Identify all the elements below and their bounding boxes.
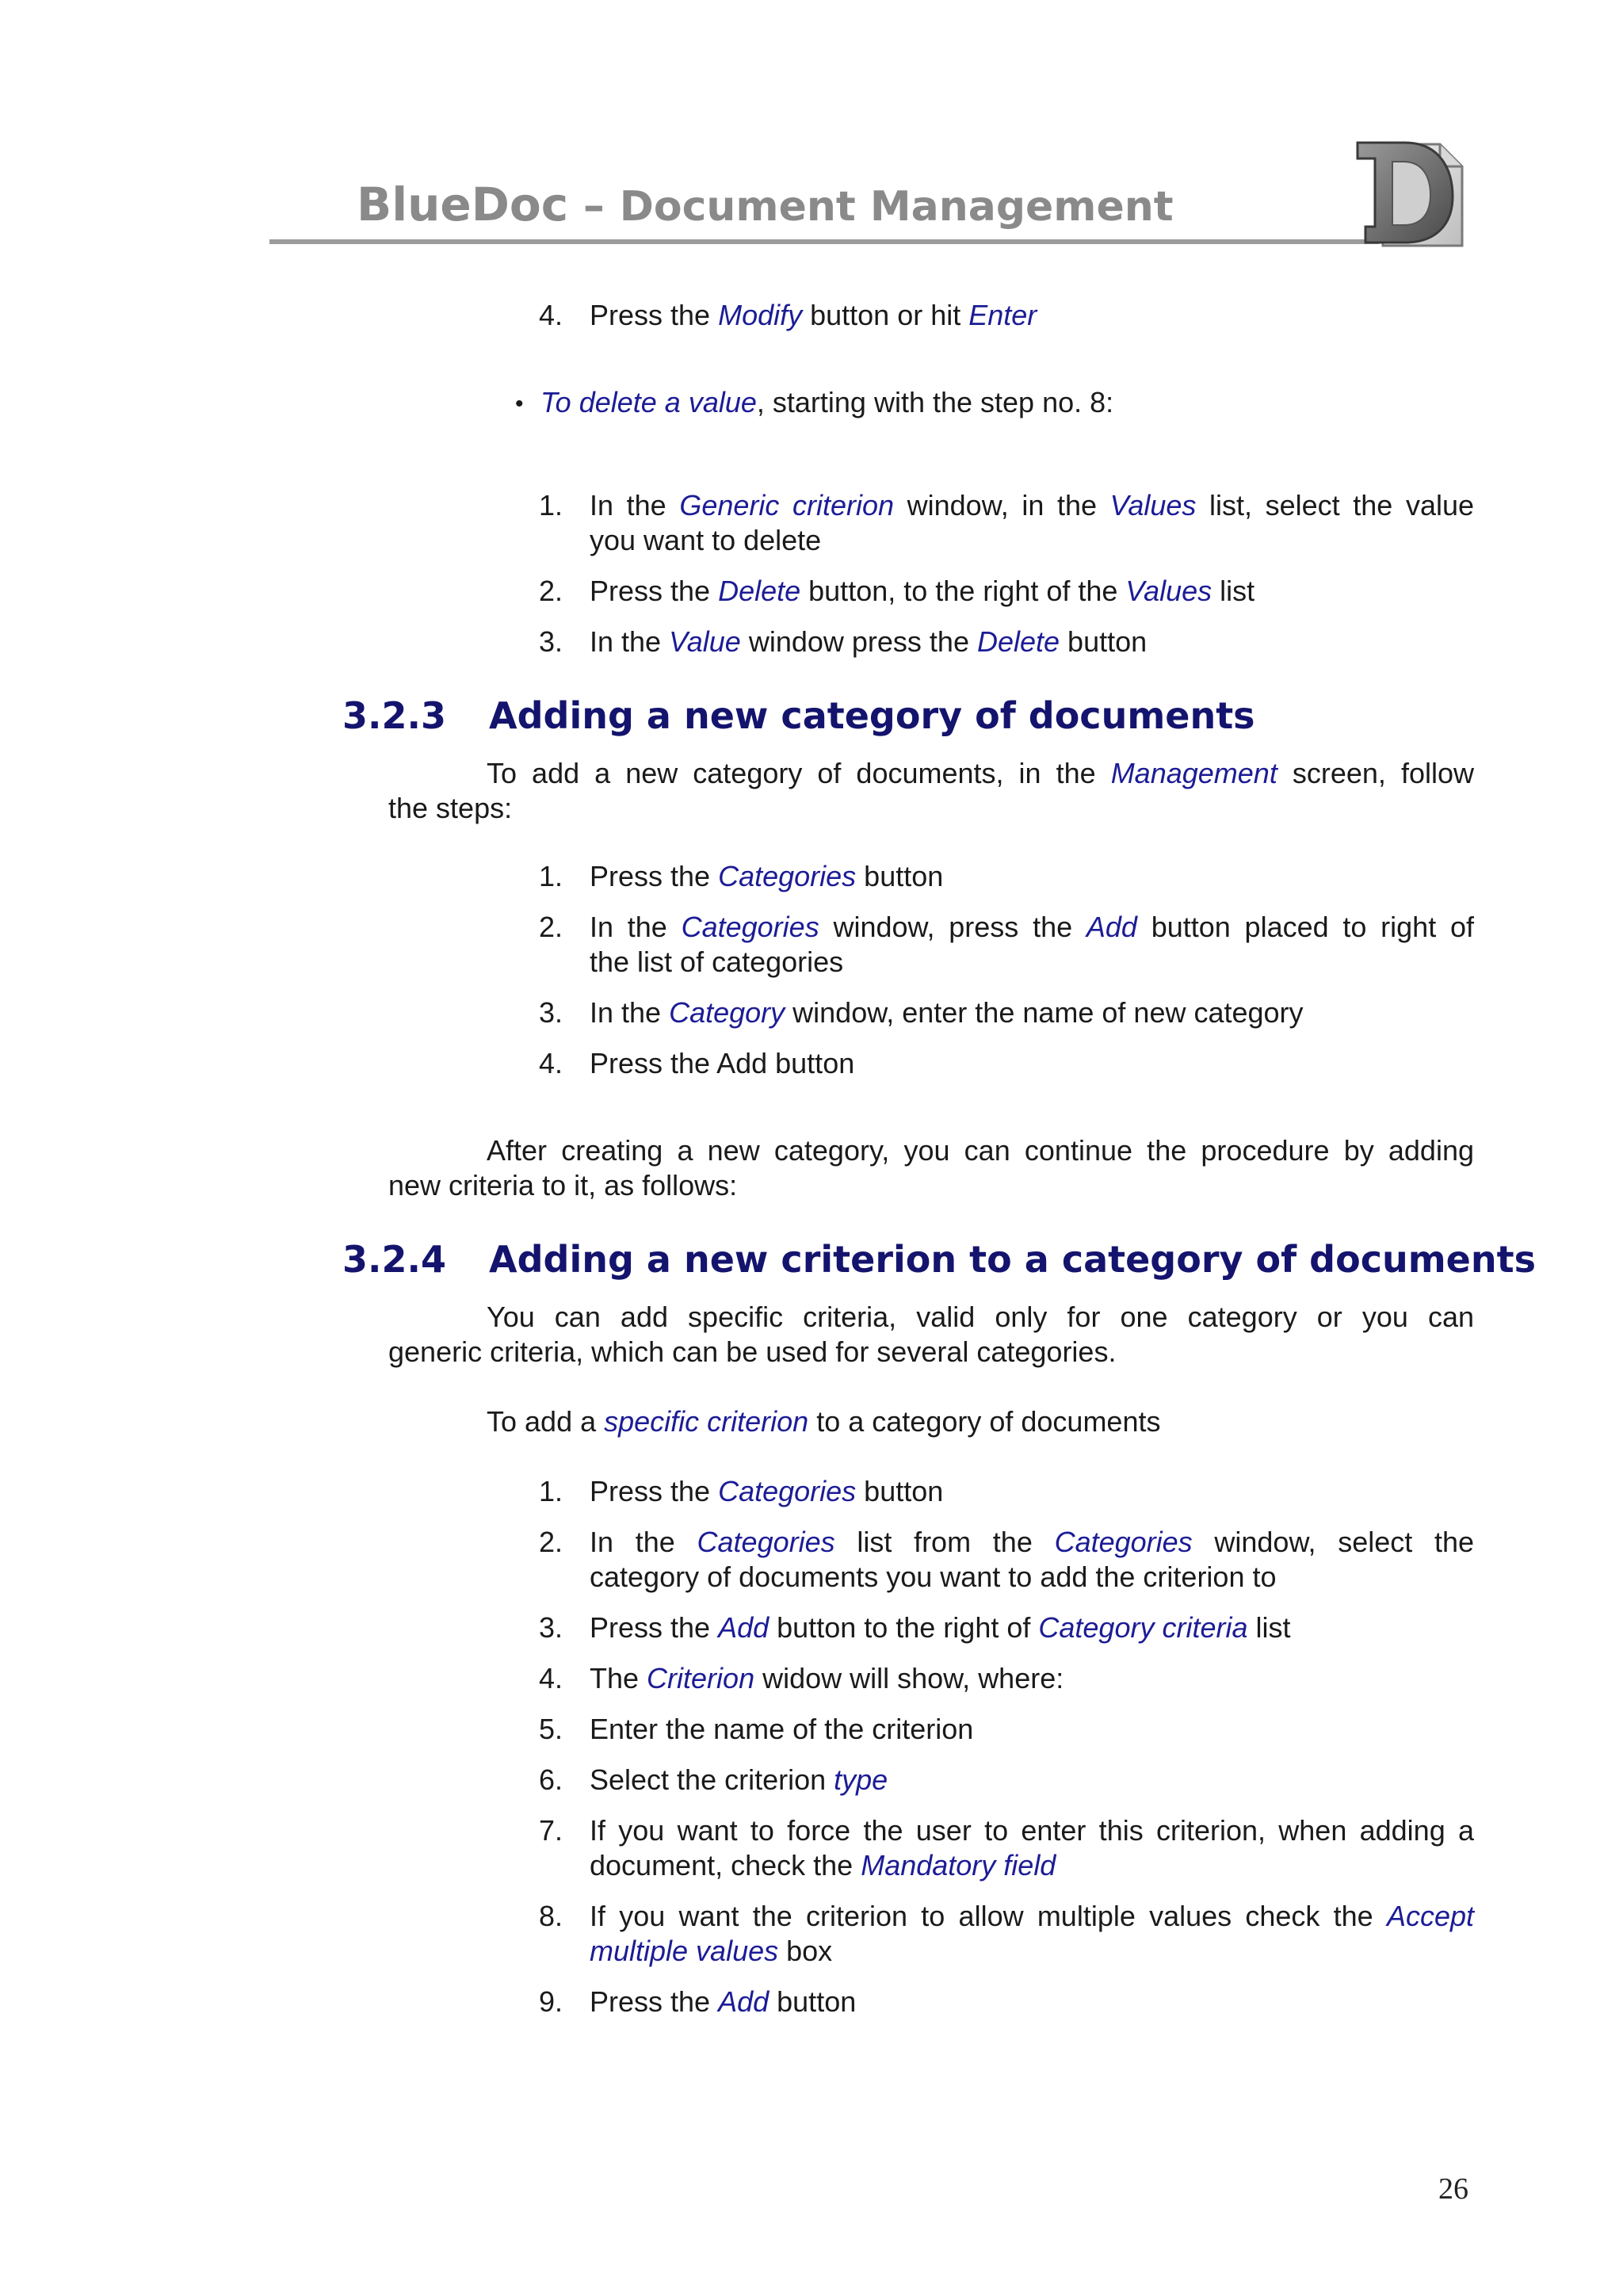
section-number: 3.2.4 [342,1238,446,1281]
paragraph [487,1300,1474,1335]
list-text [590,1525,1474,1560]
keyword: Criterion [647,1662,755,1694]
keyword: Category [669,996,785,1029]
section-heading-3-2-3 [342,694,1255,737]
list-text [590,1848,1056,1883]
text: to a category of documents [808,1405,1161,1438]
list-number: 7. [539,1814,563,1847]
text: Press the [590,1475,719,1507]
keyword: Add [718,1985,769,2018]
text: window, in the [894,489,1110,521]
keyword: multiple values [590,1935,779,1967]
keyword: Categories [718,1475,857,1507]
keyword: Value [669,625,741,658]
text: button or hit [802,299,969,331]
text: button [1060,625,1148,658]
paragraph-line: generic criteria, which can be used for several categories. [388,1335,1117,1368]
section-heading-3-2-4 [342,1238,1536,1281]
text: button placed to right of [1136,911,1474,943]
list-text [590,488,1474,523]
text: list, select the value [1196,489,1475,521]
list-number: 2. [539,575,563,607]
keyword: Accept [1386,1900,1474,1932]
list-text [590,1985,856,2019]
text: window, select the [1192,1526,1475,1558]
text: button [856,860,944,892]
keyword: Add [718,1611,769,1644]
paragraph [487,756,1474,791]
list-number: 3. [539,996,563,1029]
section-number: 3.2.3 [342,694,446,737]
list-text [590,574,1254,609]
list-text [590,859,943,894]
text: button [769,1985,857,2018]
text: To add a new category of documents, in the [487,757,1111,789]
keyword: Mandatory field [861,1849,1056,1881]
header-dash: – [568,181,620,231]
list-text: you want to delete [590,524,822,556]
list-text [590,625,1147,659]
list-number: 8. [539,1900,563,1932]
header-subtitle: Document Management [619,183,1174,231]
list-text [590,1661,1064,1696]
list-number: 4. [539,1662,563,1694]
keyword: To delete a value [540,386,757,418]
text: , starting with the step no. 8: [756,386,1114,418]
list-number: 1. [539,860,563,892]
keyword: Delete [718,575,801,607]
paragraph-line: new criteria to it, as follows: [388,1169,738,1201]
list-number: 3. [539,625,563,658]
text: Press the [590,1985,719,2018]
bullet-icon: • [515,391,524,417]
text: window, enter the name of new category [785,996,1304,1029]
text: list [1247,1611,1291,1644]
paragraph-line [487,1404,1160,1439]
paragraph-line: After creating a new category, you can continue the procedure by adding [487,1134,1474,1167]
text: document, check the [590,1849,861,1881]
header-brand: BlueDoc [357,178,569,231]
text: list [1212,575,1255,607]
paragraph-line: You can add specific criteria, valid only for one category or you can [487,1301,1474,1333]
list-text [590,1899,1474,1934]
keyword: Values [1125,575,1212,607]
text: widow will show, where: [754,1662,1064,1694]
paragraph-line: the steps: [388,792,513,824]
text: box [778,1935,833,1967]
list-text: category of documents you want to add the criterion to [590,1561,1277,1593]
list-text [590,1934,832,1969]
text: screen, follow [1277,757,1474,789]
list-number: 4. [539,299,563,331]
text: In the [590,489,680,521]
text: button, to the right of the [800,575,1126,607]
text: Press the [590,575,719,607]
list-text [590,298,1037,333]
text: list from the [834,1526,1055,1558]
list-number: 5. [539,1713,563,1745]
keyword: Category criteria [1038,1611,1248,1644]
text: Press the [590,299,719,331]
keyword: Generic criterion [679,489,895,521]
list-text: Enter the name of the criterion [590,1713,974,1745]
keyword: Enter [968,299,1037,331]
keyword: Modify [718,299,803,331]
text: In the [590,911,682,943]
list-number: 9. [539,1985,563,2018]
bullet-text [540,385,1113,420]
text: Select the criterion [590,1763,834,1796]
list-text: the list of categories [590,946,844,978]
keyword: Categories [1054,1526,1193,1558]
list-text [590,1763,888,1797]
keyword: Categories [718,860,857,892]
text: window press the [740,625,977,658]
list-text: Press the Add button [590,1047,855,1079]
list-text [590,910,1474,945]
keyword: Categories [681,911,819,943]
text: In the [590,1526,697,1558]
list-text [590,1610,1290,1645]
keyword: Management [1110,757,1277,789]
keyword: Categories [697,1526,835,1558]
text: button [856,1475,944,1507]
text: If you want the criterion to allow multiple values check the [590,1900,1387,1932]
paragraph-line [487,756,1474,791]
keyword: Add [1086,911,1137,943]
paragraph [487,1133,1474,1168]
list-number: 6. [539,1763,563,1796]
section-title: Adding a new category of documents [489,694,1255,737]
list-number: 2. [539,1526,563,1558]
list-text [590,995,1304,1030]
page-number: 26 [1438,2172,1468,2206]
text: button to the right of [769,1611,1039,1644]
text: window, press the [819,911,1086,943]
text: Press the [590,1611,719,1644]
list-number: 1. [539,1475,563,1507]
text: In the [590,996,670,1029]
list-text: If you want to force the user to enter this criterion, when adding a [590,1814,1474,1847]
text: The [590,1662,647,1694]
keyword: type [834,1763,888,1796]
list-number: 4. [539,1047,563,1079]
list-number: 1. [539,489,563,521]
list-text [590,1474,943,1509]
text: Press the [590,860,719,892]
text: To add a [487,1405,605,1438]
list-number: 2. [539,911,563,943]
keyword: specific criterion [604,1405,809,1438]
keyword: Values [1109,489,1197,521]
keyword: Delete [976,625,1060,658]
section-title: Adding a new criterion to a category of documents [489,1238,1536,1281]
list-number: 3. [539,1611,563,1644]
text: In the [590,625,670,658]
